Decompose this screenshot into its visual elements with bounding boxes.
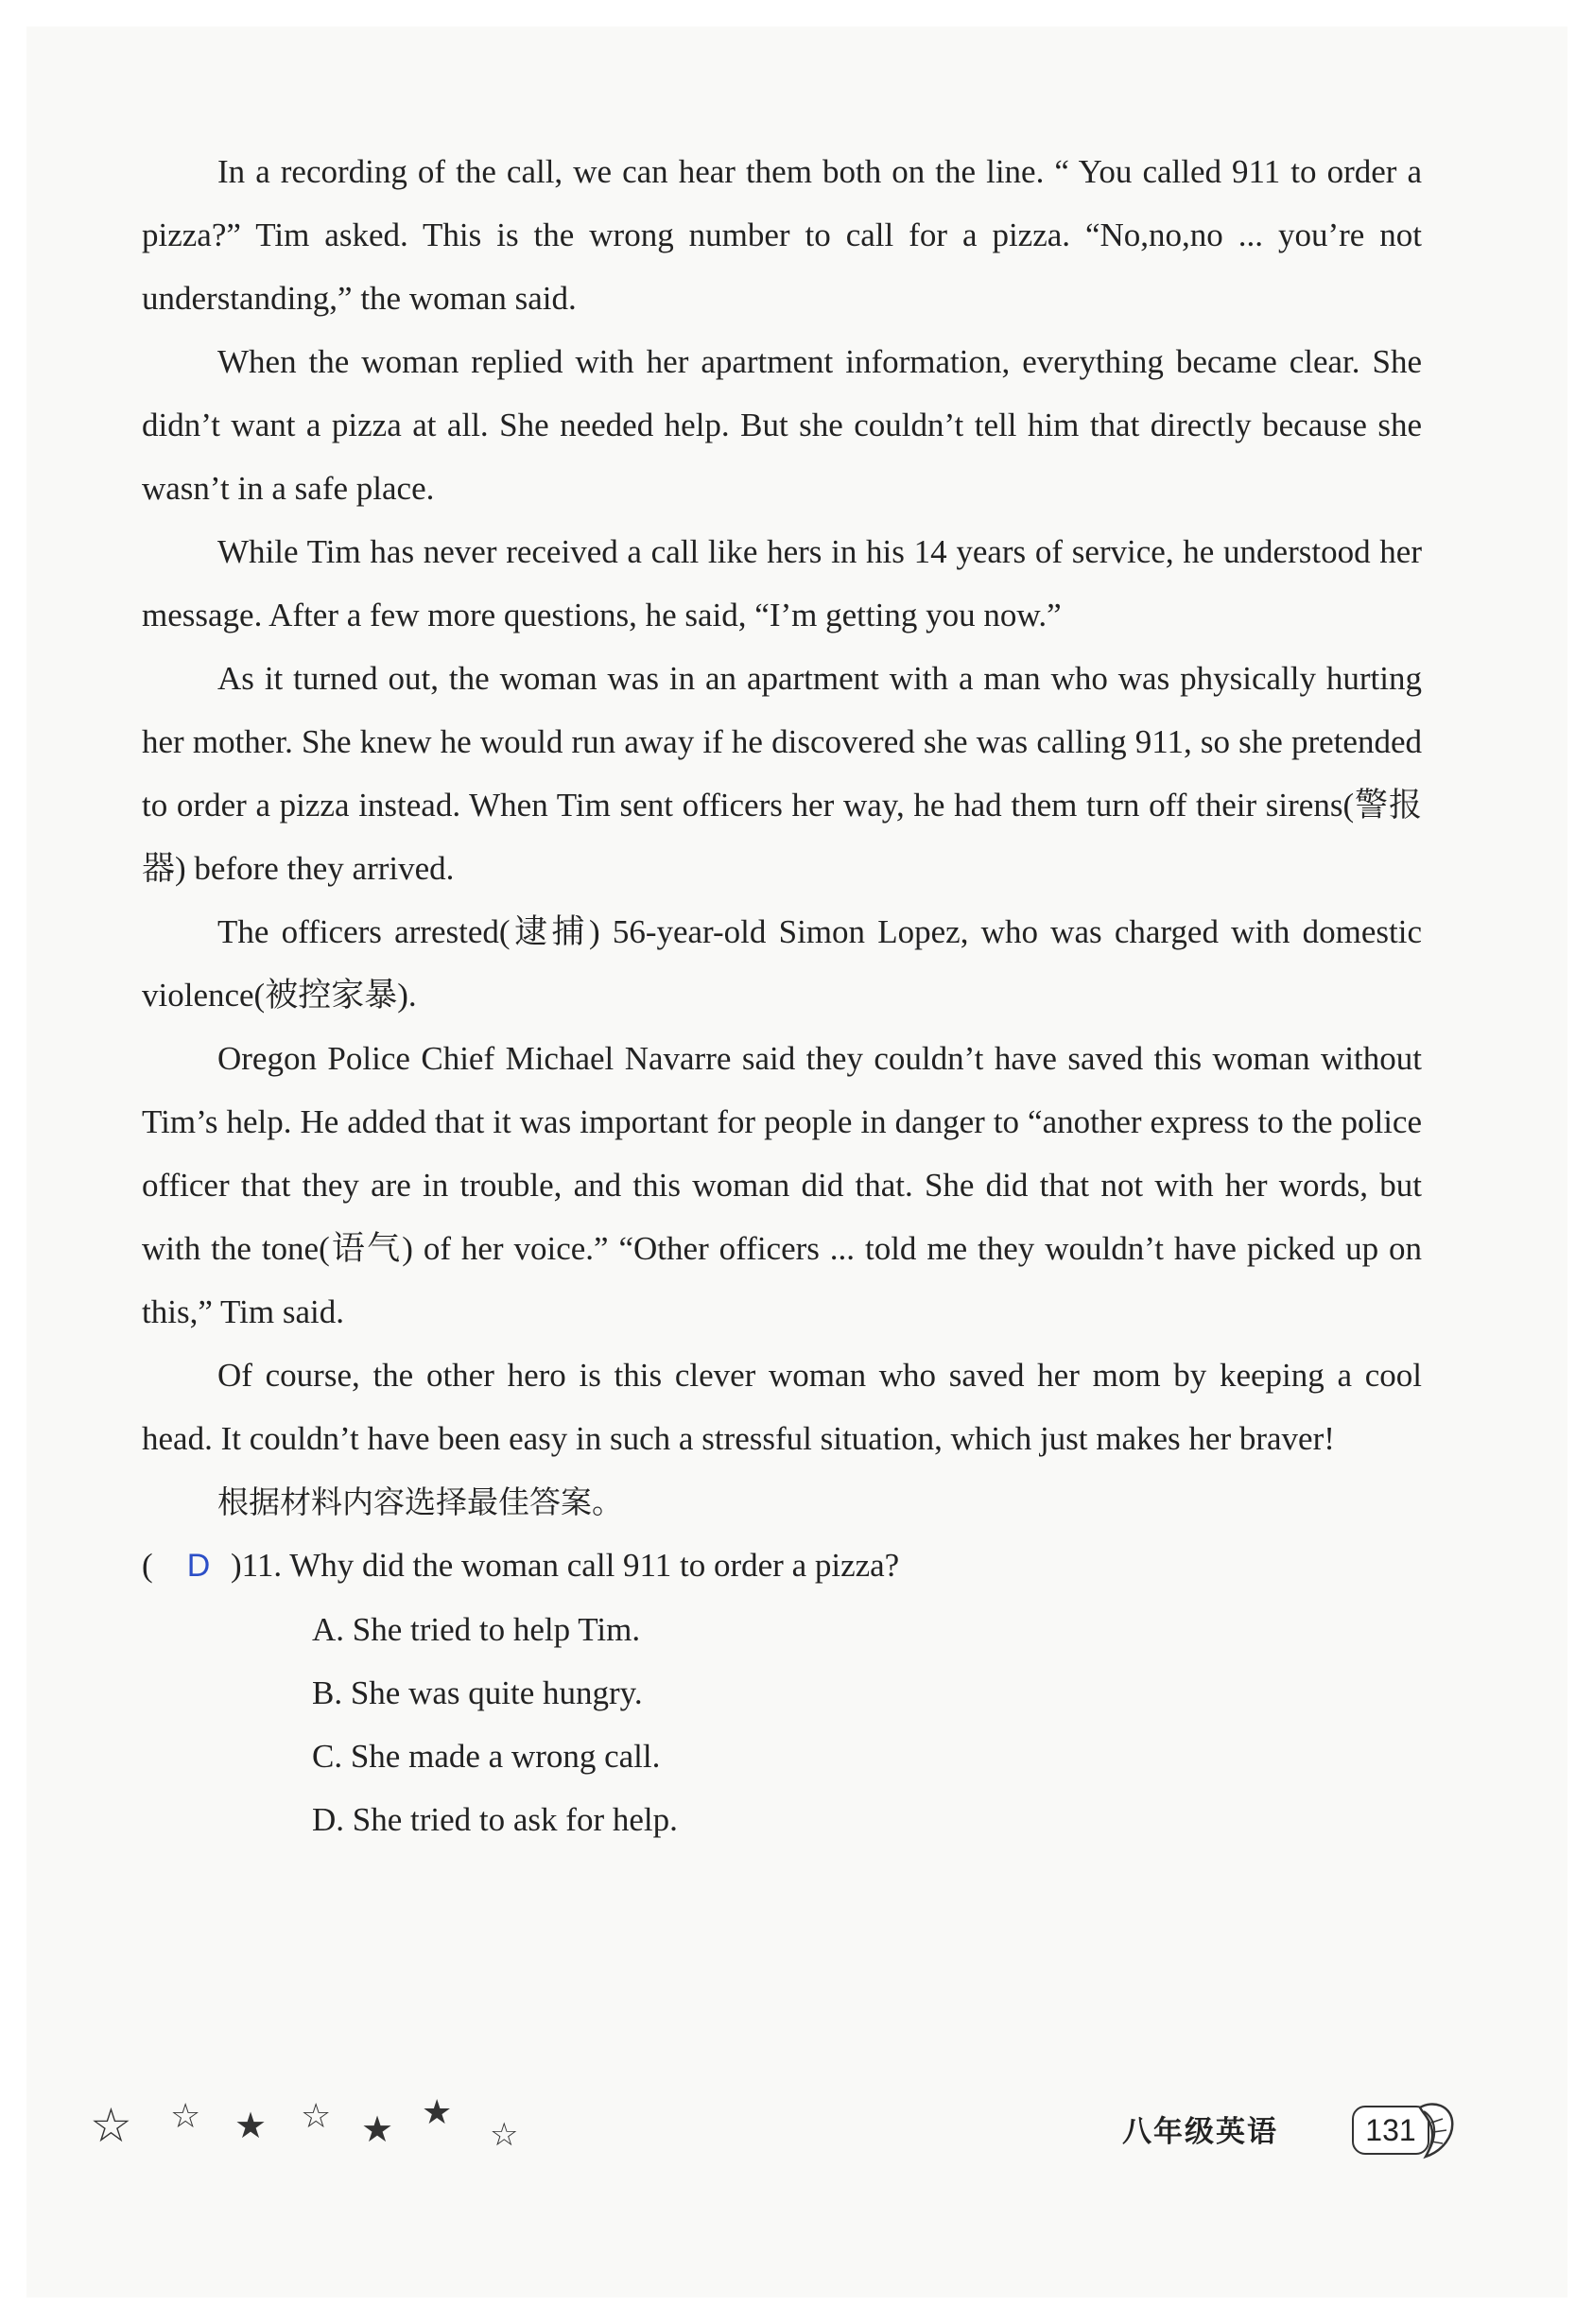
question-11 <box>142 1534 1422 1598</box>
option-c: C. She made a wrong call. <box>312 1738 661 1775</box>
answer-open-paren: ( <box>142 1547 153 1584</box>
page-number: 131 <box>1365 2113 1416 2147</box>
star-icon: ☆ <box>490 2116 519 2154</box>
question-instruction: 根据材料内容选择最佳答案。 <box>217 1483 623 1520</box>
star-icon: ☆ <box>301 2097 332 2136</box>
exercise-content <box>142 140 1422 1851</box>
option-a: A. She tried to help Tim. <box>312 1611 641 1648</box>
grade-subject-label: 八年级英语 <box>1122 2115 1278 2149</box>
star-icon: ★ <box>234 2105 268 2146</box>
passage-paragraph-4: As it turned out, the woman was in an apartment with a man who was physically hurting her mother. She knew he would run away if he discovered she was calling 911, so she pretended to order a pizza instead. When Tim sent officers her way, he had them turn off their sirens(警报器) before they arrived. <box>142 660 1422 887</box>
question-text: 11. Why did the woman call 911 to order a pizza? <box>241 1547 900 1584</box>
passage-paragraph-1: In a recording of the call, we can hear them both on the line. “ You called 911 to order a pizza?” Tim asked. This is the wrong number to call for a pizza. “No,no,no ... you’re not understanding,” the woman said. <box>142 153 1422 317</box>
star-icon: ★ <box>422 2093 453 2132</box>
option-d: D. She tried to ask for help. <box>312 1801 678 1838</box>
answer-field[interactable]: D <box>186 1548 211 1584</box>
passage-paragraph-3: While Tim has never received a call like hers in his 14 years of service, he understood her message. After a few more questions, he said, “I’m getting you now.” <box>142 533 1422 633</box>
star-icon: ☆ <box>170 2097 201 2136</box>
answer-close-paren: ) <box>231 1547 242 1584</box>
leaf-icon <box>1414 2098 1456 2160</box>
page-number-badge <box>1352 2098 1456 2160</box>
passage-paragraph-7: Of course, the other hero is this clever woman who saved her mom by keeping a cool head. It couldn’t have been easy in such a stressful situation, which just makes her braver! <box>142 1357 1422 1457</box>
passage-paragraph-5: The officers arrested(逮捕) 56-year-old Simon Lopez, who was charged with domestic violence(被控家暴). <box>142 913 1422 1014</box>
star-icon: ★ <box>361 2108 394 2150</box>
option-b: B. She was quite hungry. <box>312 1674 643 1711</box>
passage-paragraph-6: Oregon Police Chief Michael Navarre said they couldn’t have saved this woman without Tim’s help. He added that it was important for people in danger to “another express to the police officer that they are in trouble, and this woman did that. She did that not with her words, but with the tone(语气) of her voice.” “Other officers ... told me they wouldn’t have picked up on this,” Tim said. <box>142 1040 1422 1330</box>
page-footer <box>0 2094 1593 2179</box>
star-icon: ☆ <box>90 2098 132 2153</box>
passage-paragraph-2: When the woman replied with her apartment information, everything became clear. She didn’t want a pizza at all. She needed help. But she couldn’t tell him that directly because she wasn’t in a safe place. <box>142 343 1422 507</box>
